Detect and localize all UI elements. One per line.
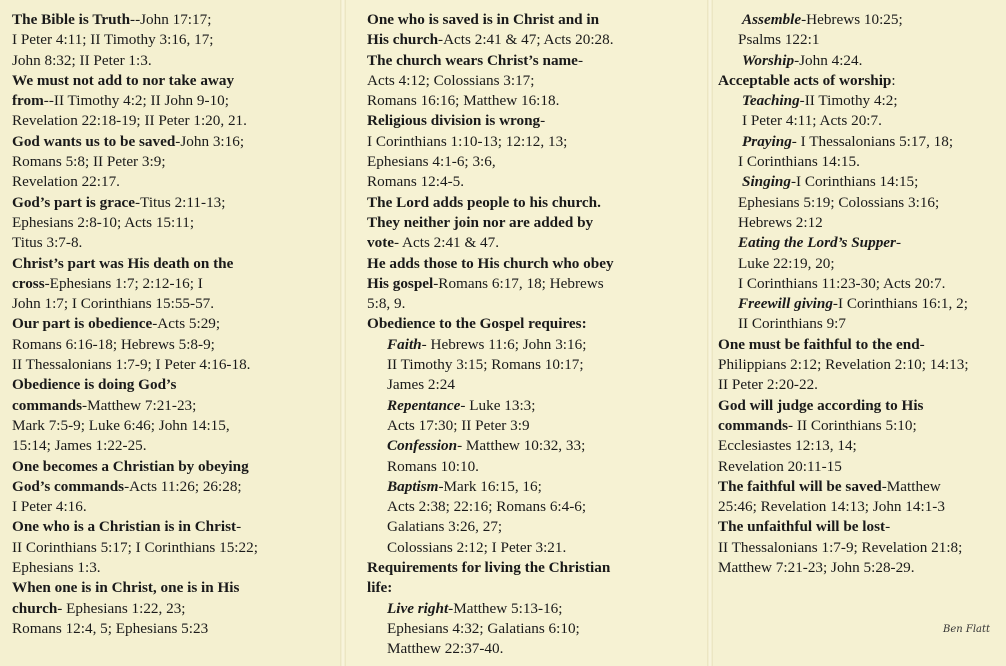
reference-text: Philippians 2:12; Revelation 2:10; 14:13; xyxy=(718,356,969,374)
text-line xyxy=(12,416,343,436)
heading-text: God’s commands xyxy=(12,477,125,495)
text-line xyxy=(367,294,710,314)
text-line xyxy=(718,538,1006,558)
fold-crease-left xyxy=(340,0,346,666)
reference-text: I Corinthians 1:10-13; 12:12, 13; xyxy=(367,132,568,150)
reference-text: - xyxy=(895,234,902,252)
text-line xyxy=(367,233,710,253)
text-line xyxy=(367,416,710,436)
subheading-text: Live right xyxy=(387,599,449,617)
text-line xyxy=(12,436,343,456)
text-line xyxy=(718,335,1006,355)
text-line xyxy=(12,172,343,192)
reference-text: -Hebrews 10:25; xyxy=(801,11,903,28)
reference-text: -Matthew xyxy=(881,477,941,495)
reference-text: Luke 22:19, 20; xyxy=(738,254,835,272)
text-line xyxy=(12,233,343,253)
text-line xyxy=(367,335,710,355)
text-line xyxy=(718,51,1006,71)
text-line xyxy=(12,457,343,477)
reference-text: - xyxy=(540,112,546,130)
reference-text: -II Timothy 4:2; xyxy=(799,92,898,110)
text-line xyxy=(367,538,710,558)
heading-text: His gospel xyxy=(367,274,434,292)
text-line xyxy=(367,436,710,456)
subheading-text: Confession xyxy=(387,437,458,455)
subheading-text: Eating the Lord’s Supper xyxy=(738,234,896,252)
text-line xyxy=(718,91,1006,111)
text-line xyxy=(718,71,1006,91)
reference-text: John 1:7; I Corinthians 15:55-57. xyxy=(12,295,215,313)
subheading-text: Repentance xyxy=(387,396,461,414)
text-line xyxy=(367,396,710,416)
reference-text: Matthew 7:21-23; John 5:28-29. xyxy=(718,559,915,577)
heading-text: Christ’s part was His death on the xyxy=(12,254,234,272)
text-line xyxy=(718,172,1006,192)
reference-text: Ephesians 1:3. xyxy=(12,559,101,577)
text-line xyxy=(367,51,710,71)
text-line xyxy=(12,396,343,416)
text-line xyxy=(367,152,710,172)
heading-text: He adds those to His church who obey xyxy=(367,254,614,272)
tract-column-3 xyxy=(710,0,1006,666)
reference-text: -Acts 5:29; xyxy=(152,315,221,333)
reference-text: Titus 3:7-8. xyxy=(12,234,83,252)
text-line xyxy=(367,639,710,659)
heading-text: God wants us to be saved xyxy=(12,132,176,150)
subheading-text: Baptism xyxy=(387,477,439,495)
reference-text: - Hebrews 11:6; John 3:16; xyxy=(421,335,587,353)
reference-text: - xyxy=(236,518,242,536)
heading-text: The faithful will be saved xyxy=(718,477,882,495)
text-line xyxy=(718,193,1006,213)
reference-text: -Romans 6:17, 18; Hebrews xyxy=(433,274,604,292)
reference-text: -Ephesians 1:7; 2:12-16; I xyxy=(44,274,203,292)
text-line xyxy=(12,111,343,131)
text-line xyxy=(718,294,1006,314)
text-line xyxy=(12,274,343,294)
reference-text: Romans 5:8; II Peter 3:9; xyxy=(12,153,166,171)
text-line xyxy=(12,375,343,395)
reference-text: Acts 4:12; Colossians 3:17; xyxy=(367,71,535,89)
reference-text: - II Corinthians 5:10; xyxy=(788,416,917,434)
text-line xyxy=(12,497,343,517)
heading-text: Our part is obedience xyxy=(12,315,153,333)
text-line xyxy=(718,254,1006,274)
reference-text: Ephesians 2:8-10; Acts 15:11; xyxy=(12,213,195,231)
text-line xyxy=(12,132,343,152)
reference-text: --John 17:17; xyxy=(130,11,212,28)
heading-text: commands xyxy=(12,396,83,414)
reference-text: -Acts 2:41 & 47; Acts 20:28. xyxy=(438,31,614,49)
heading-text: One who is a Christian is in Christ xyxy=(12,518,237,536)
reference-text: Revelation 22:17. xyxy=(12,173,120,191)
heading-text: One becomes a Christian by obeying xyxy=(12,457,249,475)
reference-text: Ephesians 4:1-6; 3:6, xyxy=(367,153,496,171)
text-line xyxy=(12,51,343,71)
heading-text: cross xyxy=(12,274,45,292)
reference-text: Matthew 22:37-40. xyxy=(387,640,504,658)
reference-text: Psalms 122:1 xyxy=(738,31,820,49)
text-line xyxy=(12,91,343,111)
reference-text: Hebrews 2:12 xyxy=(738,213,823,231)
text-line xyxy=(367,477,710,497)
tract-column-1 xyxy=(0,0,343,666)
subheading-text: Teaching xyxy=(742,92,800,110)
text-line xyxy=(367,254,710,274)
text-line xyxy=(367,497,710,517)
subheading-text: Freewill giving xyxy=(738,295,833,313)
text-line xyxy=(12,355,343,375)
heading-text: One who is saved is in Christ and in xyxy=(367,11,600,28)
text-line xyxy=(12,193,343,213)
reference-text: 15:14; James 1:22-25. xyxy=(12,437,147,455)
text-line xyxy=(718,30,1006,50)
heading-text: Requirements for living the Christian xyxy=(367,559,611,577)
reference-text: I Corinthians 14:15. xyxy=(738,153,860,171)
reference-text: - Luke 13:3; xyxy=(460,396,536,414)
reference-text: Ephesians 5:19; Colossians 3:16; xyxy=(738,193,940,211)
reference-text: Colossians 2:12; I Peter 3:21. xyxy=(387,538,567,556)
reference-text: - Acts 2:41 & 47. xyxy=(394,234,500,252)
reference-text: - I Thessalonians 5:17, 18; xyxy=(791,132,954,150)
reference-text: - xyxy=(577,51,583,69)
text-line xyxy=(718,497,1006,517)
text-line xyxy=(718,477,1006,497)
reference-text: Mark 7:5-9; Luke 6:46; John 14:15, xyxy=(12,416,230,434)
text-line xyxy=(12,619,343,639)
reference-text: -Mark 16:15, 16; xyxy=(438,477,542,495)
text-line xyxy=(12,71,343,91)
text-line xyxy=(367,517,710,537)
text-line xyxy=(12,517,343,537)
fold-crease-right xyxy=(707,0,713,666)
reference-text: II Thessalonians 1:7-9; I Peter 4:16-18. xyxy=(12,356,251,374)
text-line xyxy=(12,254,343,274)
text-line xyxy=(367,599,710,619)
reference-text: I Peter 4:11; II Timothy 3:16, 17; xyxy=(12,31,214,49)
text-line xyxy=(12,558,343,578)
heading-text: commands xyxy=(718,416,789,434)
text-line xyxy=(12,335,343,355)
text-line xyxy=(367,71,710,91)
reference-text: -John 4:24. xyxy=(794,51,863,69)
subheading-text: Praying xyxy=(742,132,792,150)
reference-text: John 8:32; II Peter 1:3. xyxy=(12,51,152,69)
text-line xyxy=(367,132,710,152)
text-line xyxy=(367,111,710,131)
reference-text: -Acts 11:26; 26:28; xyxy=(124,477,242,495)
reference-text: -I Corinthians 16:1, 2; xyxy=(832,295,968,313)
subheading-text: Faith xyxy=(387,335,422,353)
heading-text: life: xyxy=(367,579,393,597)
subheading-text: Worship xyxy=(742,51,795,69)
text-line xyxy=(718,436,1006,456)
reference-text: - xyxy=(885,518,891,536)
heading-text: One must be faithful to the end xyxy=(718,335,920,353)
text-line xyxy=(367,558,710,578)
reference-text: Romans 6:16-18; Hebrews 5:8-9; xyxy=(12,335,215,353)
text-line xyxy=(12,538,343,558)
reference-text: II Corinthians 9:7 xyxy=(738,315,846,333)
heading-text: When one is in Christ, one is in His xyxy=(12,579,240,597)
text-line xyxy=(718,213,1006,233)
reference-text: II Thessalonians 1:7-9; Revelation 21:8; xyxy=(718,538,963,556)
reference-text: Acts 17:30; II Peter 3:9 xyxy=(387,416,530,434)
reference-text: Revelation 20:11-15 xyxy=(718,457,842,475)
heading-text: The church wears Christ’s name xyxy=(367,51,578,69)
text-line xyxy=(367,619,710,639)
text-line xyxy=(12,152,343,172)
text-line xyxy=(718,355,1006,375)
reference-text: Ecclesiastes 12:13, 14; xyxy=(718,437,857,455)
text-line xyxy=(12,477,343,497)
reference-text: Acts 2:38; 22:16; Romans 6:4-6; xyxy=(387,498,587,516)
heading-text: from xyxy=(12,92,44,110)
reference-text: II Timothy 3:15; Romans 10:17; xyxy=(387,356,584,374)
reference-text: Romans 12:4, 5; Ephesians 5:23 xyxy=(12,619,209,637)
text-line xyxy=(367,457,710,477)
text-line xyxy=(12,213,343,233)
reference-text: I Corinthians 11:23-30; Acts 20:7. xyxy=(738,274,946,292)
heading-text: They neither join nor are added by xyxy=(367,213,594,231)
text-line xyxy=(12,294,343,314)
reference-text: Romans 10:10. xyxy=(387,457,479,475)
reference-text: Revelation 22:18-19; II Peter 1:20, 21. xyxy=(12,112,247,130)
subheading-text: Assemble xyxy=(742,11,802,28)
reference-text: : xyxy=(891,71,896,89)
text-line xyxy=(718,396,1006,416)
author-signature: Ben Flatt xyxy=(943,624,991,635)
text-line xyxy=(718,457,1006,477)
reference-text: II Peter 2:20-22. xyxy=(718,376,818,394)
heading-text: God will judge according to His xyxy=(718,396,924,414)
text-line xyxy=(367,30,710,50)
reference-text: -John 3:16; xyxy=(175,132,245,150)
reference-text: I Peter 4:11; Acts 20:7. xyxy=(742,112,882,130)
text-line xyxy=(718,10,1006,30)
heading-text: Acceptable acts of worship xyxy=(718,71,892,89)
heading-text: We must not add to nor take away xyxy=(12,71,235,89)
text-line xyxy=(718,152,1006,172)
reference-text: -Titus 2:11-13; xyxy=(135,193,226,211)
text-line xyxy=(367,193,710,213)
reference-text: - xyxy=(919,335,925,353)
reference-text: -Matthew 7:21-23; xyxy=(82,396,197,414)
text-line xyxy=(718,274,1006,294)
text-line xyxy=(12,599,343,619)
reference-text: - Ephesians 1:22, 23; xyxy=(57,599,186,617)
tract-column-2 xyxy=(343,0,710,666)
text-line xyxy=(367,274,710,294)
heading-text: God’s part is grace xyxy=(12,193,136,211)
text-line xyxy=(718,314,1006,334)
text-line xyxy=(718,233,1006,253)
text-line xyxy=(367,375,710,395)
reference-text: Galatians 3:26, 27; xyxy=(387,518,503,536)
reference-text: Romans 16:16; Matthew 16:18. xyxy=(367,92,560,110)
heading-text: His church xyxy=(367,31,439,49)
heading-text: Obedience is doing God’s xyxy=(12,376,177,394)
reference-text: -Matthew 5:13-16; xyxy=(448,599,563,617)
text-line xyxy=(718,517,1006,537)
text-line xyxy=(367,314,710,334)
reference-text: I Peter 4:16. xyxy=(12,498,87,516)
reference-text: - Matthew 10:32, 33; xyxy=(457,437,586,455)
text-line xyxy=(12,30,343,50)
reference-text: Ephesians 4:32; Galatians 6:10; xyxy=(387,619,580,637)
text-line xyxy=(718,111,1006,131)
reference-text: Romans 12:4-5. xyxy=(367,173,465,191)
heading-text: The Lord adds people to his church. xyxy=(367,193,601,211)
heading-text: church xyxy=(12,599,58,617)
subheading-text: Singing xyxy=(742,173,791,191)
text-line xyxy=(367,91,710,111)
heading-text: Religious division is wrong xyxy=(367,112,541,130)
text-line xyxy=(367,213,710,233)
text-line xyxy=(12,10,343,30)
reference-text: II Corinthians 5:17; I Corinthians 15:22; xyxy=(12,538,258,556)
text-line xyxy=(12,578,343,598)
reference-text: James 2:24 xyxy=(387,376,455,394)
reference-text: --II Timothy 4:2; II John 9-10; xyxy=(43,92,229,110)
reference-text: 5:8, 9. xyxy=(367,295,406,313)
text-line xyxy=(367,355,710,375)
heading-text: vote xyxy=(367,234,394,252)
text-line xyxy=(718,375,1006,395)
heading-text: The Bible is Truth xyxy=(12,11,131,28)
text-line xyxy=(367,10,710,30)
heading-text: Obedience to the Gospel requires: xyxy=(367,315,587,333)
reference-text: 25:46; Revelation 14:13; John 14:1-3 xyxy=(718,498,945,516)
text-line xyxy=(718,558,1006,578)
text-line xyxy=(367,172,710,192)
text-line xyxy=(367,578,710,598)
heading-text: The unfaithful will be lost xyxy=(718,518,886,536)
text-line xyxy=(718,416,1006,436)
text-line xyxy=(718,132,1006,152)
text-line xyxy=(12,314,343,334)
reference-text: -I Corinthians 14:15; xyxy=(790,173,919,191)
